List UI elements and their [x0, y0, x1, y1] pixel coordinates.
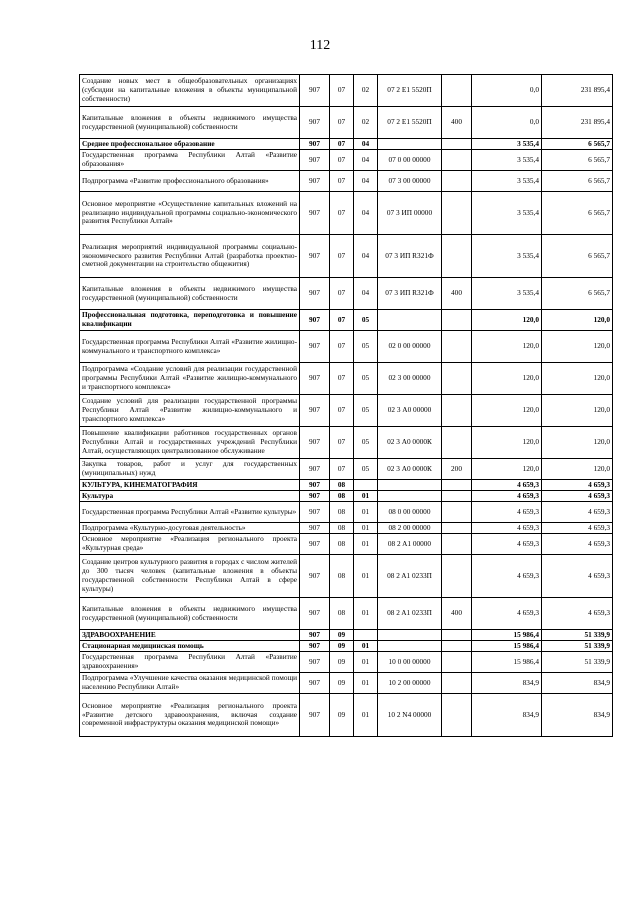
table-row — [80, 278, 613, 310]
row-gr-code: 907 — [300, 427, 330, 459]
row-name: Культура — [80, 491, 300, 502]
row-section-code: 07 — [330, 459, 354, 480]
row-subsection-code: 01 — [354, 598, 378, 630]
row-amount-2: 4 659,3 — [542, 491, 613, 502]
row-name: Закупка товаров, работ и услуг для государственных (муниципальных) нужд — [80, 459, 300, 480]
row-gr-code: 907 — [300, 694, 330, 737]
row-amount-2: 120,0 — [542, 310, 613, 331]
row-amount-2: 231 895,4 — [542, 75, 613, 107]
table-row — [80, 652, 613, 673]
row-expense-type-code — [442, 171, 472, 192]
table-row — [80, 235, 613, 278]
row-amount-1: 3 535,4 — [472, 171, 542, 192]
row-expense-type-code — [442, 480, 472, 491]
row-gr-code: 907 — [300, 502, 330, 523]
table-row — [80, 395, 613, 427]
row-name: КУЛЬТУРА, КИНЕМАТОГРАФИЯ — [80, 480, 300, 491]
page-number: 112 — [309, 38, 331, 53]
row-amount-2: 4 659,3 — [542, 598, 613, 630]
row-gr-code: 907 — [300, 139, 330, 150]
row-target-code: 08 2 A1 00000 — [378, 534, 442, 555]
row-amount-2: 51 339,9 — [542, 630, 613, 641]
row-amount-2: 6 565,7 — [542, 171, 613, 192]
row-gr-code: 907 — [300, 363, 330, 395]
row-gr-code: 907 — [300, 523, 330, 534]
row-amount-1: 120,0 — [472, 310, 542, 331]
row-expense-type-code — [442, 523, 472, 534]
row-section-code: 07 — [330, 192, 354, 235]
row-section-code: 09 — [330, 641, 354, 652]
row-amount-1: 120,0 — [472, 363, 542, 395]
row-name: Подпрограмма «Создание условий для реализации государственной программы Республики Алтай «Развитие жилищно-коммунального и транспортного комплекса» — [80, 363, 300, 395]
row-amount-2: 6 565,7 — [542, 278, 613, 310]
row-expense-type-code — [442, 363, 472, 395]
row-section-code: 08 — [330, 534, 354, 555]
row-amount-1: 834,9 — [472, 694, 542, 737]
table-row — [80, 363, 613, 395]
row-amount-2: 231 895,4 — [542, 107, 613, 139]
row-section-code: 08 — [330, 555, 354, 598]
row-amount-1: 0,0 — [472, 75, 542, 107]
row-gr-code: 907 — [300, 171, 330, 192]
table-row — [80, 555, 613, 598]
row-gr-code: 907 — [300, 673, 330, 694]
row-subsection-code: 01 — [354, 641, 378, 652]
row-amount-1: 4 659,3 — [472, 598, 542, 630]
row-expense-type-code: 400 — [442, 598, 472, 630]
row-section-code: 07 — [330, 310, 354, 331]
row-name: Повышение квалификации работников государственных органов Республики Алтай и государственных учреждений Республики Алтай, осуществляющих централизованное обслуживание — [80, 427, 300, 459]
row-amount-1: 15 986,4 — [472, 641, 542, 652]
row-section-code: 07 — [330, 139, 354, 150]
row-gr-code: 907 — [300, 192, 330, 235]
row-gr-code: 907 — [300, 310, 330, 331]
row-name: Стационарная медицинская помощь — [80, 641, 300, 652]
row-amount-2: 6 565,7 — [542, 235, 613, 278]
row-gr-code: 907 — [300, 491, 330, 502]
row-name: Реализация мероприятий индивидуальной программы социально-экономического развития Республики Алтай (разработка проектно-сметной документации на строительство общежития) — [80, 235, 300, 278]
row-subsection-code: 04 — [354, 278, 378, 310]
row-expense-type-code — [442, 694, 472, 737]
row-target-code — [378, 641, 442, 652]
row-name: Создание новых мест в общеобразовательных организациях (субсидии на капитальные вложения в объекты муниципальной собственности) — [80, 75, 300, 107]
row-name: Капитальные вложения в объекты недвижимого имущества государственной (муниципальной) собственности — [80, 598, 300, 630]
row-target-code: 02 0 00 00000 — [378, 331, 442, 363]
row-target-code: 02 3 А0 0000К — [378, 459, 442, 480]
table-row — [80, 694, 613, 737]
row-expense-type-code — [442, 310, 472, 331]
row-expense-type-code — [442, 673, 472, 694]
row-name: Капитальные вложения в объекты недвижимого имущества государственной (муниципальной) собственности — [80, 278, 300, 310]
row-expense-type-code: 200 — [442, 459, 472, 480]
row-target-code: 07 0 00 00000 — [378, 150, 442, 171]
row-amount-2: 120,0 — [542, 363, 613, 395]
row-target-code: 02 3 00 00000 — [378, 363, 442, 395]
table-row — [80, 480, 613, 491]
row-target-code: 07 2 E1 5520П — [378, 107, 442, 139]
row-section-code: 09 — [330, 694, 354, 737]
row-section-code: 07 — [330, 363, 354, 395]
row-target-code: 08 0 00 00000 — [378, 502, 442, 523]
row-expense-type-code — [442, 555, 472, 598]
row-amount-1: 834,9 — [472, 673, 542, 694]
row-amount-1: 3 535,4 — [472, 150, 542, 171]
row-amount-1: 4 659,3 — [472, 523, 542, 534]
row-subsection-code: 04 — [354, 192, 378, 235]
row-amount-1: 120,0 — [472, 395, 542, 427]
row-amount-2: 834,9 — [542, 673, 613, 694]
row-target-code: 07 2 E1 5520П — [378, 75, 442, 107]
row-gr-code: 907 — [300, 641, 330, 652]
row-target-code: 10 0 00 00000 — [378, 652, 442, 673]
row-gr-code: 907 — [300, 395, 330, 427]
row-section-code: 07 — [330, 171, 354, 192]
row-name: Основное мероприятие «Реализация регионального проекта «Развитие детского здравоохранения, включая создание современной инфраструктуры оказания медицинской помощи» — [80, 694, 300, 737]
row-gr-code: 907 — [300, 480, 330, 491]
row-target-code — [378, 630, 442, 641]
row-target-code — [378, 480, 442, 491]
row-subsection-code: 02 — [354, 75, 378, 107]
row-amount-1: 4 659,3 — [472, 480, 542, 491]
row-amount-2: 4 659,3 — [542, 502, 613, 523]
table-row — [80, 534, 613, 555]
row-target-code — [378, 310, 442, 331]
row-name: Государственная программа Республики Алтай «Развитие жилищно-коммунального и транспортного комплекса» — [80, 331, 300, 363]
row-target-code: 02 3 А0 0000К — [378, 427, 442, 459]
row-name: Подпрограмма «Развитие профессионального образования» — [80, 171, 300, 192]
row-expense-type-code — [442, 75, 472, 107]
row-subsection-code: 05 — [354, 331, 378, 363]
row-section-code: 09 — [330, 673, 354, 694]
table-row — [80, 598, 613, 630]
row-target-code: 08 2 A1 0233П — [378, 555, 442, 598]
row-name: Капитальные вложения в объекты недвижимого имущества государственной (муниципальной) собственности — [80, 107, 300, 139]
row-section-code: 07 — [330, 278, 354, 310]
row-amount-1: 120,0 — [472, 459, 542, 480]
row-amount-1: 120,0 — [472, 427, 542, 459]
row-target-code: 07 3 ИП 00000 — [378, 192, 442, 235]
row-gr-code: 907 — [300, 555, 330, 598]
table-row — [80, 502, 613, 523]
row-name: Профессиональная подготовка, переподготовка и повышение квалификации — [80, 310, 300, 331]
row-section-code: 09 — [330, 652, 354, 673]
row-amount-2: 4 659,3 — [542, 555, 613, 598]
row-amount-2: 120,0 — [542, 395, 613, 427]
row-name: Подпрограмма «Культурно-досуговая деятельность» — [80, 523, 300, 534]
row-target-code: 07 3 ИП R321Ф — [378, 235, 442, 278]
row-section-code: 08 — [330, 523, 354, 534]
row-name: ЗДРАВООХРАНЕНИЕ — [80, 630, 300, 641]
row-gr-code: 907 — [300, 598, 330, 630]
row-section-code: 07 — [330, 395, 354, 427]
row-gr-code: 907 — [300, 459, 330, 480]
row-section-code: 09 — [330, 630, 354, 641]
row-name: Государственная программа Республики Алтай «Развитие образования» — [80, 150, 300, 171]
row-expense-type-code — [442, 235, 472, 278]
row-name: Среднее профессиональное образование — [80, 139, 300, 150]
row-subsection-code — [354, 480, 378, 491]
row-subsection-code: 01 — [354, 523, 378, 534]
row-section-code: 08 — [330, 598, 354, 630]
row-target-code: 07 3 00 00000 — [378, 171, 442, 192]
row-subsection-code: 05 — [354, 395, 378, 427]
row-gr-code: 907 — [300, 331, 330, 363]
row-expense-type-code — [442, 139, 472, 150]
table-row — [80, 523, 613, 534]
row-name: Основное мероприятие «Реализация регионального проекта «Культурная среда» — [80, 534, 300, 555]
row-section-code: 07 — [330, 107, 354, 139]
row-target-code — [378, 139, 442, 150]
row-amount-1: 3 535,4 — [472, 235, 542, 278]
row-target-code: 07 3 ИП R321Ф — [378, 278, 442, 310]
row-name: Создание центров культурного развития в городах с числом жителей до 300 тысяч человек (капитальные вложения в объекты государственной собственности Республики Алтай в сфере культуры) — [80, 555, 300, 598]
row-target-code — [378, 491, 442, 502]
row-section-code: 08 — [330, 491, 354, 502]
row-amount-1: 3 535,4 — [472, 139, 542, 150]
row-expense-type-code — [442, 192, 472, 235]
row-subsection-code: 05 — [354, 427, 378, 459]
row-subsection-code: 01 — [354, 502, 378, 523]
row-gr-code: 907 — [300, 278, 330, 310]
row-subsection-code: 05 — [354, 310, 378, 331]
row-amount-1: 4 659,3 — [472, 491, 542, 502]
row-section-code: 07 — [330, 331, 354, 363]
row-amount-2: 834,9 — [542, 694, 613, 737]
row-subsection-code: 01 — [354, 652, 378, 673]
row-target-code: 10 2 00 00000 — [378, 673, 442, 694]
row-section-code: 08 — [330, 502, 354, 523]
row-amount-2: 6 565,7 — [542, 150, 613, 171]
row-name: Подпрограмма «Улучшение качества оказания медицинской помощи населению Республики Алтай» — [80, 673, 300, 694]
row-subsection-code: 01 — [354, 673, 378, 694]
row-expense-type-code: 400 — [442, 107, 472, 139]
table-row — [80, 150, 613, 171]
row-subsection-code — [354, 630, 378, 641]
row-gr-code: 907 — [300, 150, 330, 171]
table-row — [80, 427, 613, 459]
row-gr-code: 907 — [300, 630, 330, 641]
row-name: Государственная программа Республики Алтай «Развитие культуры» — [80, 502, 300, 523]
row-amount-2: 120,0 — [542, 427, 613, 459]
row-subsection-code: 05 — [354, 459, 378, 480]
row-gr-code: 907 — [300, 534, 330, 555]
row-subsection-code: 04 — [354, 139, 378, 150]
row-expense-type-code: 400 — [442, 278, 472, 310]
table-row — [80, 491, 613, 502]
row-amount-1: 4 659,3 — [472, 502, 542, 523]
row-section-code: 08 — [330, 480, 354, 491]
row-subsection-code: 01 — [354, 694, 378, 737]
row-amount-2: 120,0 — [542, 459, 613, 480]
row-expense-type-code — [442, 652, 472, 673]
row-subsection-code: 01 — [354, 534, 378, 555]
row-subsection-code: 05 — [354, 363, 378, 395]
budget-table — [79, 74, 613, 737]
row-gr-code: 907 — [300, 235, 330, 278]
row-gr-code: 907 — [300, 652, 330, 673]
table-row — [80, 673, 613, 694]
table-row — [80, 192, 613, 235]
row-expense-type-code — [442, 630, 472, 641]
row-amount-2: 51 339,9 — [542, 641, 613, 652]
row-amount-2: 4 659,3 — [542, 523, 613, 534]
row-expense-type-code — [442, 150, 472, 171]
row-expense-type-code — [442, 427, 472, 459]
row-subsection-code: 02 — [354, 107, 378, 139]
row-expense-type-code — [442, 491, 472, 502]
row-name: Государственная программа Республики Алтай «Развитие здравоохранения» — [80, 652, 300, 673]
row-subsection-code: 01 — [354, 491, 378, 502]
row-target-code: 08 2 A1 0233П — [378, 598, 442, 630]
row-expense-type-code — [442, 331, 472, 363]
row-section-code: 07 — [330, 235, 354, 278]
row-amount-1: 3 535,4 — [472, 192, 542, 235]
row-section-code: 07 — [330, 150, 354, 171]
table-row — [80, 641, 613, 652]
row-subsection-code: 04 — [354, 171, 378, 192]
row-amount-2: 4 659,3 — [542, 534, 613, 555]
table-row — [80, 171, 613, 192]
row-name: Создание условий для реализации государственной программы Республики Алтай «Развитие жилищно-коммунального и транспортного комплекса» — [80, 395, 300, 427]
row-section-code: 07 — [330, 427, 354, 459]
table-row — [80, 630, 613, 641]
row-gr-code: 907 — [300, 75, 330, 107]
row-amount-2: 6 565,7 — [542, 192, 613, 235]
row-amount-2: 4 659,3 — [542, 480, 613, 491]
row-amount-1: 15 986,4 — [472, 652, 542, 673]
row-expense-type-code — [442, 641, 472, 652]
row-target-code: 02 3 А0 00000 — [378, 395, 442, 427]
table-row — [80, 459, 613, 480]
row-amount-2: 51 339,9 — [542, 652, 613, 673]
row-amount-2: 6 565,7 — [542, 139, 613, 150]
table-row — [80, 331, 613, 363]
row-target-code: 08 2 00 00000 — [378, 523, 442, 534]
row-subsection-code: 04 — [354, 235, 378, 278]
row-expense-type-code — [442, 502, 472, 523]
row-gr-code: 907 — [300, 107, 330, 139]
row-section-code: 07 — [330, 75, 354, 107]
row-name: Основное мероприятие «Осуществление капитальных вложений на реализацию индивидуальной программы социально-экономического развития Республики Алтай» — [80, 192, 300, 235]
row-amount-1: 15 986,4 — [472, 630, 542, 641]
row-expense-type-code — [442, 395, 472, 427]
row-subsection-code: 04 — [354, 150, 378, 171]
row-amount-1: 120,0 — [472, 331, 542, 363]
row-amount-1: 3 535,4 — [472, 278, 542, 310]
table-row — [80, 310, 613, 331]
row-amount-2: 120,0 — [542, 331, 613, 363]
row-amount-1: 4 659,3 — [472, 534, 542, 555]
row-target-code: 10 2 N4 00000 — [378, 694, 442, 737]
table-row — [80, 139, 613, 150]
row-amount-1: 4 659,3 — [472, 555, 542, 598]
row-amount-1: 0,0 — [472, 107, 542, 139]
table-row — [80, 107, 613, 139]
row-expense-type-code — [442, 534, 472, 555]
row-subsection-code: 01 — [354, 555, 378, 598]
table-row — [80, 75, 613, 107]
